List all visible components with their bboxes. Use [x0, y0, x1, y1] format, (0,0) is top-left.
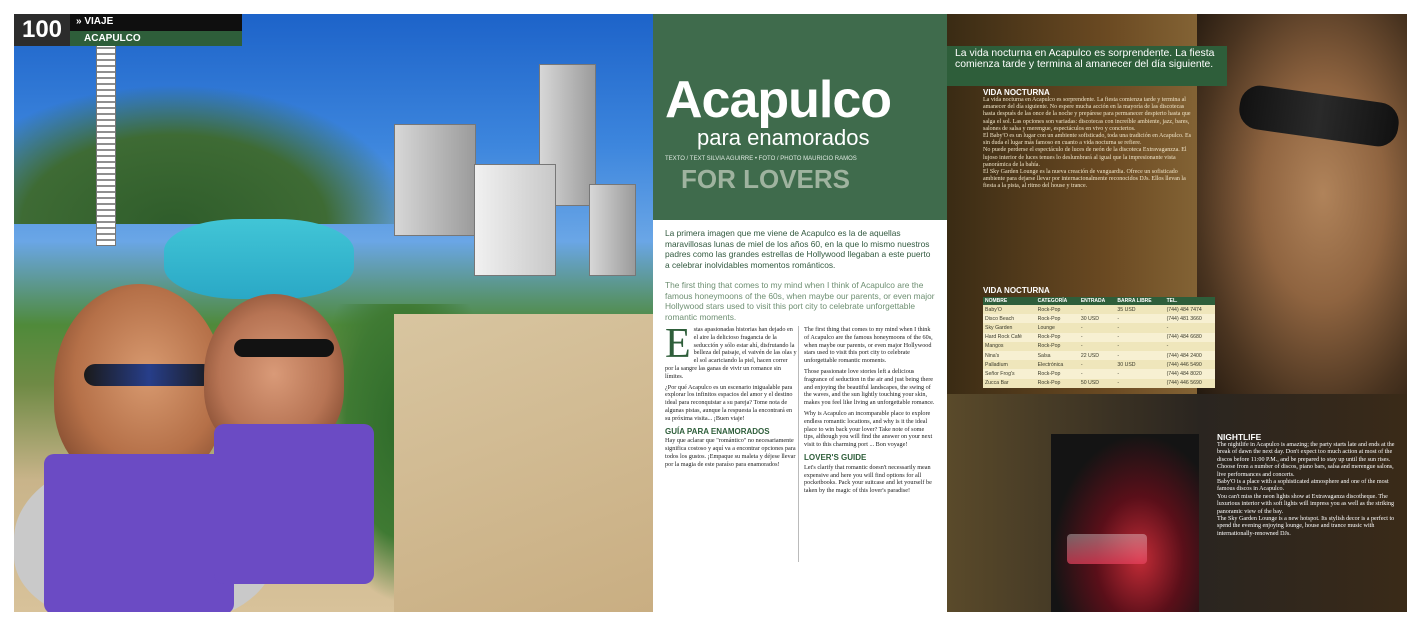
- table-cell: -: [1079, 323, 1116, 332]
- table-cell: (744) 484 6680: [1165, 333, 1215, 342]
- vida-nocturna-text: [983, 88, 1193, 191]
- table-cell: (744) 484 7474: [1165, 305, 1215, 314]
- table-cell: (744) 484 8020: [1165, 369, 1215, 378]
- table-header-cell: NOMBRE: [983, 297, 1036, 305]
- table-cell: -: [1115, 351, 1164, 360]
- table-cell: (744) 446 5690: [1165, 379, 1215, 388]
- article-title: Acapulco: [665, 71, 892, 129]
- table-row: [983, 314, 1215, 323]
- table-body: [983, 305, 1215, 388]
- intro-english: The first thing that comes to my mind when I think of Acapulco are the famous honeymoons of the 60s, when maybe our parents, or even major Hollywood stars used to visit this port city to celebrate unforgettable romantic moments.: [665, 280, 935, 322]
- hotel-pool: [164, 219, 354, 299]
- table-cell: -: [1165, 342, 1215, 351]
- table-cell: -: [1165, 323, 1215, 332]
- beach-sand: [394, 314, 653, 612]
- magazine-spread: [14, 14, 1407, 612]
- building-white: [474, 164, 556, 276]
- article-subtitle: para enamorados: [697, 125, 870, 150]
- paragraph: El Sky Garden Lounge es la nueva creación de vanguardia. Ofrece un sofisticado ambiente para dejarse llevar por internacionalmente reconocidos DJs. Ellos llevan la fiesta a la pista, al ritmo del house y trance.: [983, 169, 1186, 190]
- table-cell: -: [1079, 305, 1116, 314]
- table-cell: -: [1079, 333, 1116, 342]
- table-cell: (744) 446 5490: [1165, 360, 1215, 369]
- man-harness: [44, 454, 234, 612]
- table-cell: -: [1079, 369, 1116, 378]
- table-cell: Rock-Pop: [1036, 333, 1079, 342]
- table-cell: Rock-Pop: [1036, 342, 1079, 351]
- page-number: 100: [14, 14, 70, 46]
- cocktail-photo: [1051, 434, 1199, 612]
- table-cell: -: [1115, 314, 1164, 323]
- parasail-tower: [96, 44, 116, 246]
- article-page: [653, 14, 947, 612]
- paragraph: Those passionate love stories left a delicious fragrance of seduction in the air and just being there and enjoying the beautiful landscapes, the swing of the waves, and the sun lightly touching your skin, makes you feel like living an unforgettable romance.: [804, 367, 935, 407]
- man-sunglasses: [84, 364, 214, 386]
- table-cell: -: [1079, 360, 1116, 369]
- section-tab: [70, 14, 242, 46]
- table-cell: Zucca Bar: [983, 379, 1036, 388]
- article-credits: TEXTO / TEXT SILVIA AGUIRRE • FOTO / PHOTO MAURICIO RAMOS: [665, 156, 857, 162]
- nightlife-heading: NIGHTLIFE: [1217, 432, 1262, 442]
- table-cell: Rock-Pop: [1036, 379, 1079, 388]
- table-cell: -: [1115, 379, 1164, 388]
- paragraph: The Sky Garden Lounge is a new hotspot. Its stylish decor is a perfect to spend the evening enjoying lounge, house and trance music with internationally-renowned DJs.: [1217, 516, 1395, 537]
- table-cell: -: [1115, 333, 1164, 342]
- table-row: [983, 323, 1215, 332]
- paragraph: Why is Acapulco an incomparable place to explore endless romantic locations, and why is it the ideal place to win back your lover? Take note of some tips, although you will find the answer on your next visit to this charming port ... Bon voyage!: [804, 409, 933, 449]
- table-row: [983, 351, 1215, 360]
- table-cell: Disco Beach: [983, 314, 1036, 323]
- table-cell: Señor Frog's: [983, 369, 1036, 378]
- table-cell: (744) 481 3660: [1165, 314, 1215, 323]
- nightlife-banner: [947, 46, 1227, 86]
- table-cell: Palladium: [983, 360, 1036, 369]
- section-label: » VIAJE: [76, 16, 114, 27]
- table-header-row: [983, 297, 1215, 305]
- paragraph: Hay que aclarar que "romántico" no necesariamente significa costoso y aquí va a encontrar opciones para todos los gustos. ¡Empaque su maleta y déjese llevar por la magia de este paraíso para enamorados!: [665, 437, 796, 468]
- table-cell: Rock-Pop: [1036, 305, 1079, 314]
- guide-heading: LOVER'S GUIDE: [804, 452, 867, 462]
- paragraph: No puede perderse el espectáculo de luces de neón de la discoteca Extravaganzza. El lujoso interior de luces tenues lo deslumbrará al igual que la impresionante vista panorámica de la bahía.: [983, 147, 1187, 168]
- table-header-cell: BARRA LIBRE: [1115, 297, 1164, 305]
- table-cell: Baby'O: [983, 305, 1036, 314]
- table-cell: -: [1115, 323, 1164, 332]
- woman-harness: [214, 424, 374, 584]
- table-row: [983, 379, 1215, 388]
- column-english: [804, 326, 936, 498]
- nightlife-table: [983, 297, 1215, 388]
- table-cell: Rock-Pop: [1036, 369, 1079, 378]
- paragraph: You can't miss the neon lights show at Extravaganza discotheque. The luxurious interior with soft lights will impress you as well as the striking panoramic view of the bay.: [1217, 493, 1395, 515]
- building-tall-left: [394, 124, 476, 236]
- table-cell: -: [1115, 369, 1164, 378]
- table-cell: Salsa: [1036, 351, 1079, 360]
- table-row: [983, 360, 1215, 369]
- woman-sunglasses: [234, 339, 334, 357]
- table-row: [983, 369, 1215, 378]
- column-spanish: [665, 321, 797, 472]
- table-title: VIDA NOCTURNA: [983, 286, 1050, 295]
- paragraph: Baby'O is a place with a sophisticated atmosphere and one of the most famous discos in Acapulco.: [1217, 479, 1389, 493]
- photo-man-face: [1197, 14, 1407, 414]
- table-cell: Lounge: [1036, 323, 1079, 332]
- nightlife-body: [1217, 442, 1402, 538]
- vida-body: [983, 97, 1193, 191]
- paragraph: ¿Por qué Acapulco es un escenario inigualable para explorar los infinitos espacios del amor y el destino ideal para reconquistar a su pareja? Tome nota de algunas pistas, aunque la respuesta la encontrará en su próxima visita... ¡Buen viaje!: [665, 383, 793, 422]
- photo-page-parasailing-couple: [14, 14, 653, 612]
- table-header-cell: CATEGORÍA: [1036, 297, 1079, 305]
- paragraph: The nightlife in Acapulco is amazing; the party starts late and ends at the break of dawn the next day. Don't expect too much action at most of the discos before 11:00 P.M., and be prepared to stay up until the sun rises. Choose from a number of discos, piano bars, salsa and merengue salons, live performances and concerts.: [1217, 442, 1395, 478]
- table-row: [983, 333, 1215, 342]
- table-cell: 22 USD: [1079, 351, 1116, 360]
- table-cell: (744) 484 2400: [1165, 351, 1215, 360]
- paragraph: La vida nocturna en Acapulco es sorprendente. La fiesta comienza tarde y termina al amanecer del día siguiente. No espere mucha acción en la mayoría de las discotecas hasta después de las once de la noche y prepárese para permanecer despierto hasta que salga el sol. Las opciones son variadas: discotecas con increíble ambiente, jazz, bares, salones de salsa y merengue, espectáculos en vivo y conciertos.: [983, 97, 1191, 132]
- table-cell: 30 USD: [1115, 360, 1164, 369]
- table-cell: Sky Garden: [983, 323, 1036, 332]
- table-cell: 35 USD: [1115, 305, 1164, 314]
- paragraph: stas apasionadas historias han dejado en el aire la delicioso fragancia de la seducción y sólo estar ahí, disfrutando la belleza del paisaje, el vaivén de las olas y el sol acariciando la piel, hacen correr por la sangre las ganas de vivir un romance sin límites.: [665, 326, 797, 380]
- table-row: [983, 305, 1215, 314]
- nightlife-page: [947, 14, 1407, 612]
- paragraph: El Baby'O es un lugar con un ambiente sofisticado, toda una tradición en Acapulco. Es sin duda el lugar más famoso en cuanto a vida nocturna se refiere.: [983, 133, 1192, 147]
- table-cell: -: [1079, 342, 1116, 351]
- intro-spanish: La primera imagen que me viene de Acapulco es la de aquellas maravillosas lunas de miel de los años 60, en la que lo mismo nuestros padres como las grandes estrellas de Hollywood llegaban a este puerto a celebrar inolvidables momentos románticos.: [665, 228, 931, 270]
- table-cell: Rock-Pop: [1036, 314, 1079, 323]
- table-cell: 50 USD: [1079, 379, 1116, 388]
- table-cell: Nina's: [983, 351, 1036, 360]
- table-header-cell: TEL.: [1165, 297, 1215, 305]
- banner-text: La vida nocturna en Acapulco es sorprendente. La fiesta comienza tarde y termina al amanecer del día siguiente.: [955, 48, 1215, 70]
- table-cell: -: [1115, 342, 1164, 351]
- english-subtitle: FOR LOVERS: [681, 164, 851, 194]
- vida-heading: VIDA NOCTURNA: [983, 88, 1050, 97]
- paragraph: Let's clarify that romantic doesn't necessarily mean expensive and here you will find options for all pocketbooks. Pack your suitcase and let yourself be taken by the magic of this lover's paradise!: [804, 463, 932, 495]
- table-cell: 30 USD: [1079, 314, 1116, 323]
- article-header: [653, 14, 947, 220]
- cocktail-glass: [1067, 534, 1147, 564]
- guide-heading: GUÍA PARA ENAMORADOS: [665, 426, 770, 436]
- drop-cap: E: [665, 321, 691, 367]
- table-row: [983, 342, 1215, 351]
- paragraph: The first thing that comes to my mind when I think of Acapulco are the famous honeymoons of the 60s, when maybe our parents, or even major Hollywood stars used to visit this port city to celebrate unforgettable romantic moments.: [804, 326, 933, 365]
- table-cell: Mangos: [983, 342, 1036, 351]
- table-cell: Hard Rock Café: [983, 333, 1036, 342]
- subsection-label: ACAPULCO: [70, 31, 242, 46]
- nightlife-english: [1217, 432, 1402, 538]
- green-hills: [14, 84, 414, 224]
- nightlife-table-block: [983, 286, 1215, 388]
- column-divider: [798, 326, 799, 562]
- building-right: [589, 184, 636, 276]
- table-header-cell: ENTRADA: [1079, 297, 1116, 305]
- table-cell: Electrónica: [1036, 360, 1079, 369]
